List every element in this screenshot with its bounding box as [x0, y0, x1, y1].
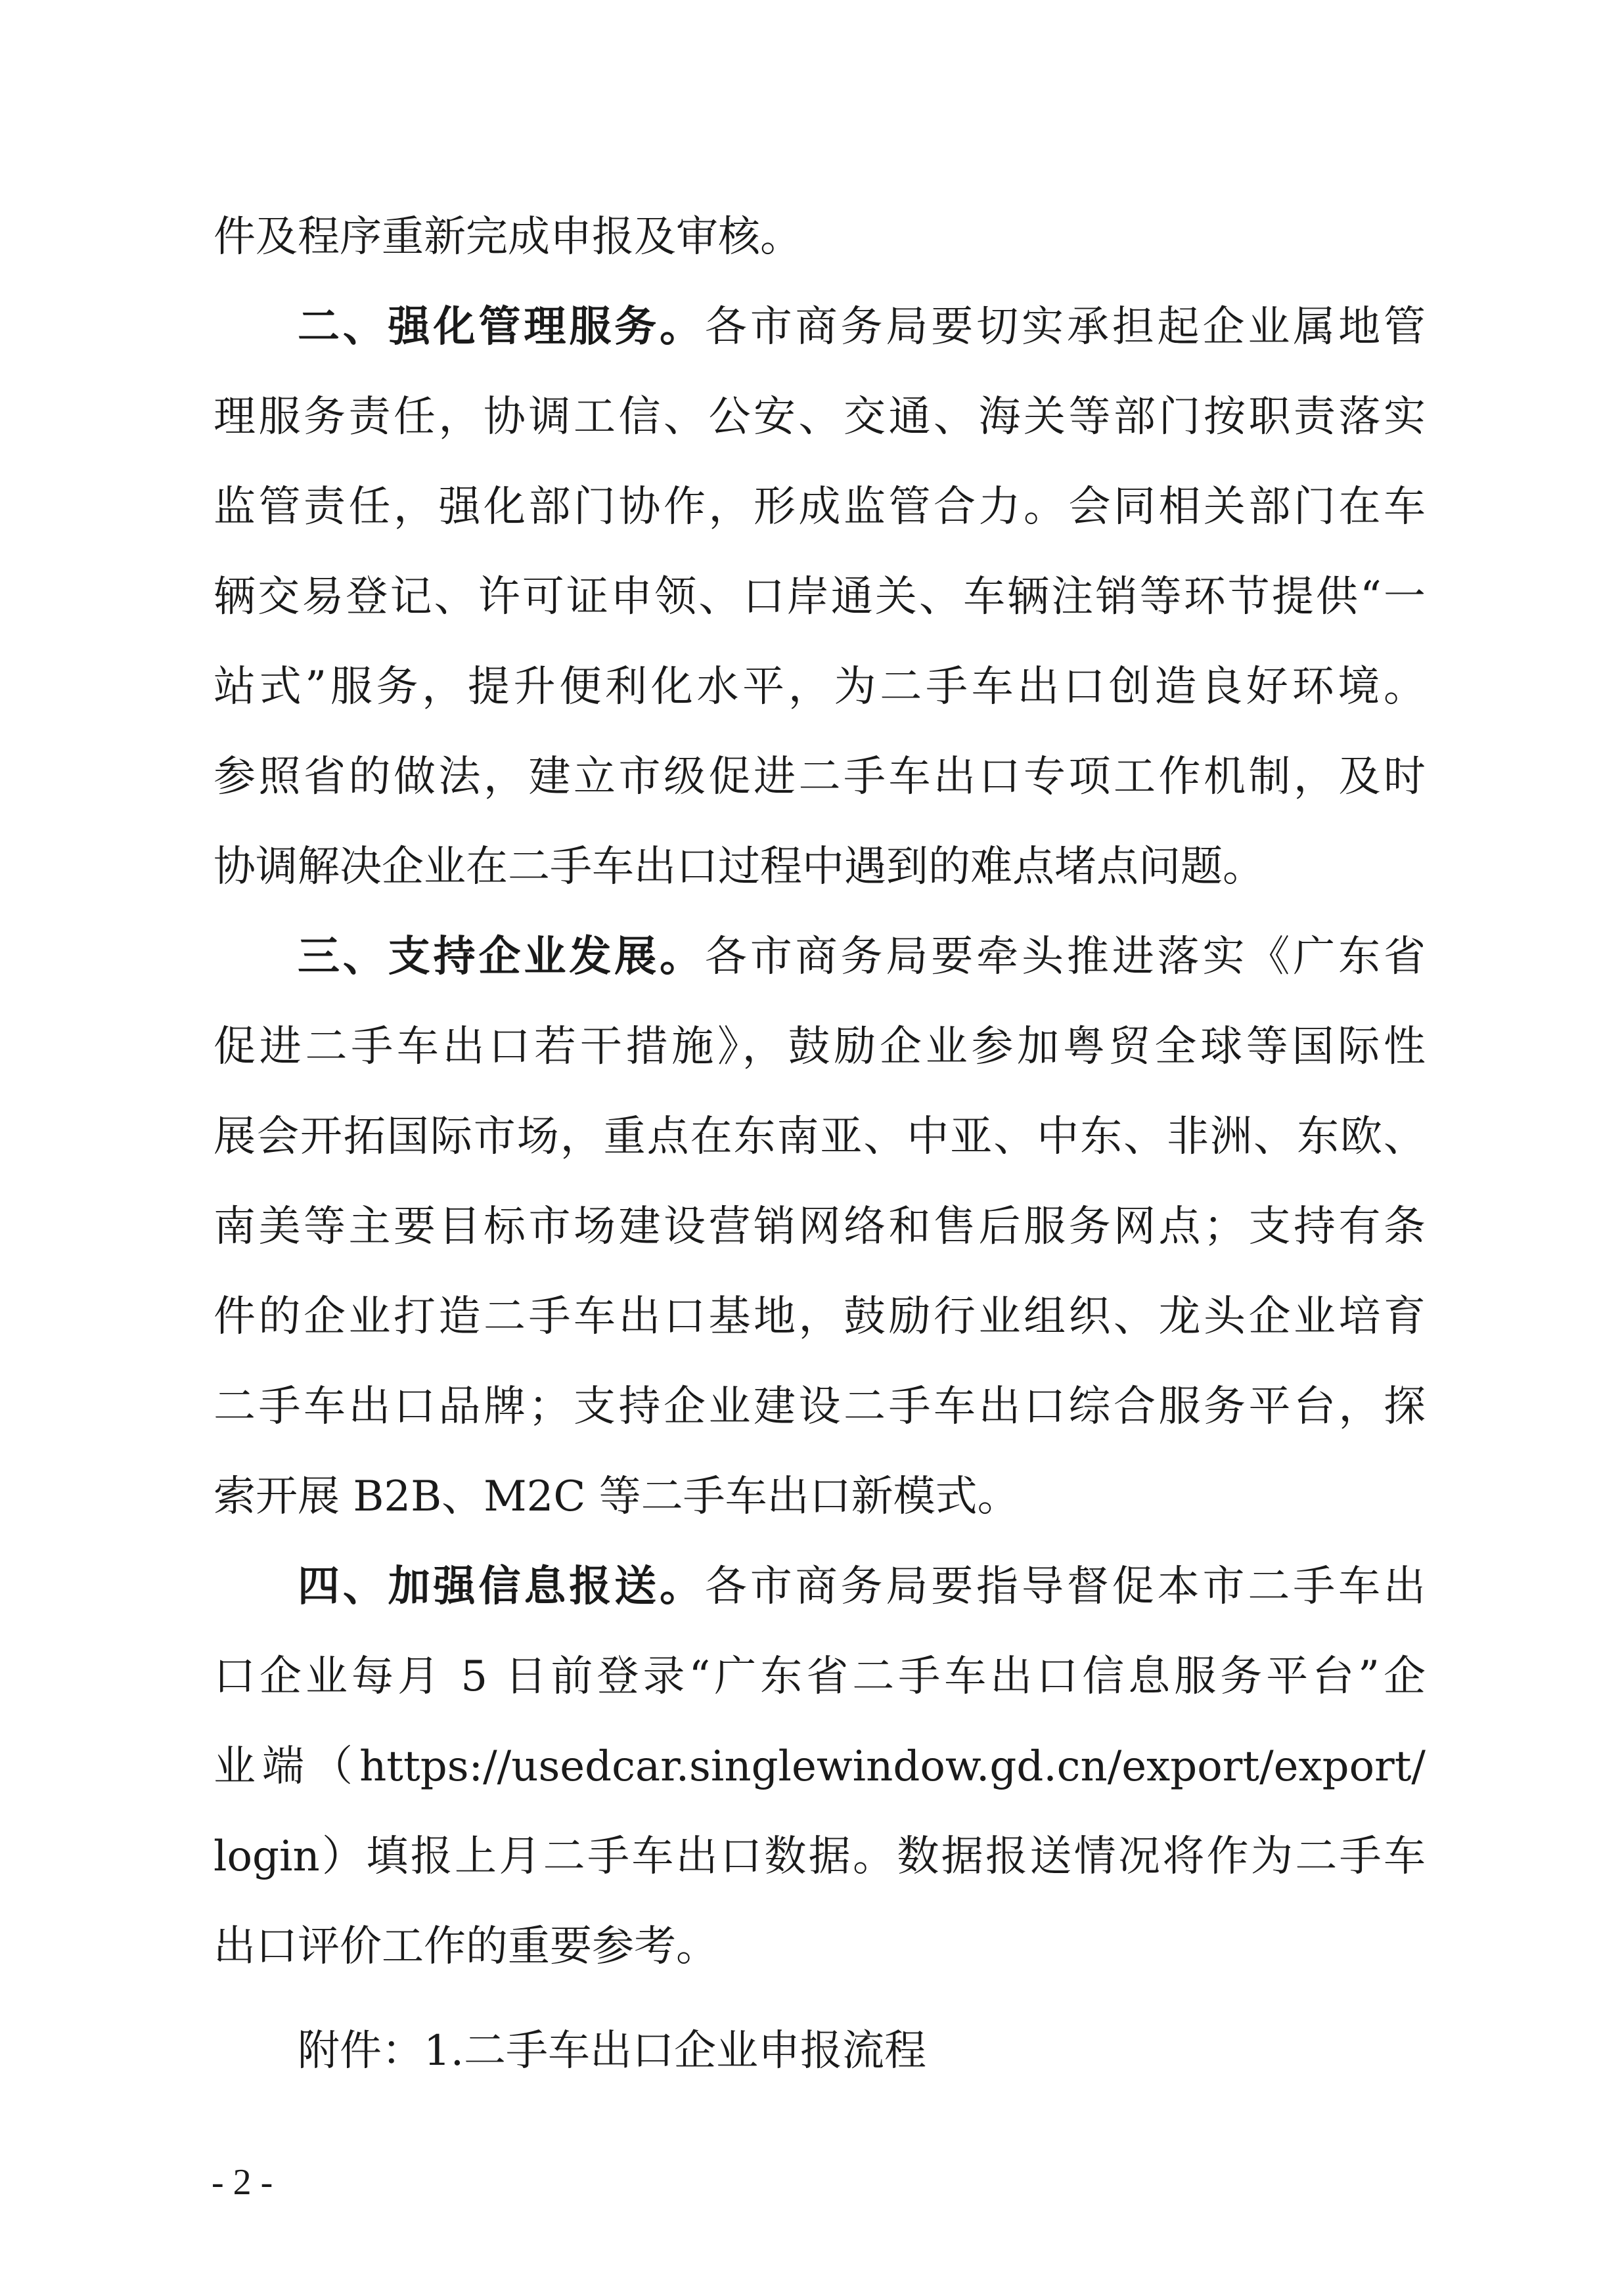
paragraph-line: 二手车出口品牌；支持企业建设二手车出口综合服务平台，探: [214, 1382, 1426, 1431]
section-2-first-line: [298, 298, 1426, 357]
section-3-first-line: [298, 927, 1426, 986]
section-4-first-line: [298, 1557, 1426, 1616]
paragraph-line: 口企业每月 5 日前登录“广东省二手车出口信息服务平台”企: [214, 1652, 1426, 1701]
section-3-text: 各市商务局要牵头推进落实《广东省: [704, 933, 1426, 981]
paragraph-line: 索开展 B2B、M2C 等二手车出口新模式。: [214, 1472, 1020, 1521]
section-3-heading: 三、支持企业发展。: [298, 933, 705, 981]
paragraph-line: 业端（https://usedcar.singlewindow.gd.cn/export/export/: [214, 1742, 1426, 1791]
page-number: - 2 -: [212, 2162, 273, 2203]
paragraph-line: 件及程序重新完成申报及审核。: [214, 213, 802, 261]
paragraph-line: 南美等主要目标市场建设营销网络和售后服务网点；支持有条: [214, 1203, 1426, 1251]
section-2-heading: 二、强化管理服务。: [298, 303, 705, 351]
paragraph-line: 件的企业打造二手车出口基地，鼓励行业组织、龙头企业培育: [214, 1292, 1426, 1341]
section-4-text: 各市商务局要指导督促本市二手车出: [704, 1562, 1426, 1611]
paragraph-line: 辆交易登记、许可证申领、口岸通关、车辆注销等环节提供“一: [214, 573, 1426, 621]
paragraph-line: 参照省的做法，建立市级促进二手车出口专项工作机制，及时: [214, 753, 1426, 801]
paragraph-line: 站式”服务，提升便利化水平，为二手车出口创造良好环境。: [214, 663, 1426, 711]
paragraph-line: 监管责任，强化部门协作，形成监管合力。会同相关部门在车: [214, 483, 1426, 531]
paragraph-line: 出口评价工作的重要参考。: [214, 1922, 718, 1971]
paragraph-line: 理服务责任，协调工信、公安、交通、海关等部门按职责落实: [214, 393, 1426, 441]
attachment-line: 附件：1.二手车出口企业申报流程: [298, 2027, 927, 2075]
paragraph-line: login）填报上月二手车出口数据。数据报送情况将作为二手车: [214, 1832, 1426, 1881]
paragraph-line: 促进二手车出口若干措施》，鼓励企业参加粤贸全球等国际性: [214, 1023, 1426, 1071]
section-4-heading: 四、加强信息报送。: [298, 1562, 705, 1611]
section-2-text: 各市商务局要切实承担起企业属地管: [704, 303, 1426, 351]
paragraph-line: 协调解决企业在二手车出口过程中遇到的难点堵点问题。: [214, 843, 1265, 891]
paragraph-line: 展会开拓国际市场，重点在东南亚、中亚、中东、非洲、东欧、: [214, 1113, 1426, 1161]
